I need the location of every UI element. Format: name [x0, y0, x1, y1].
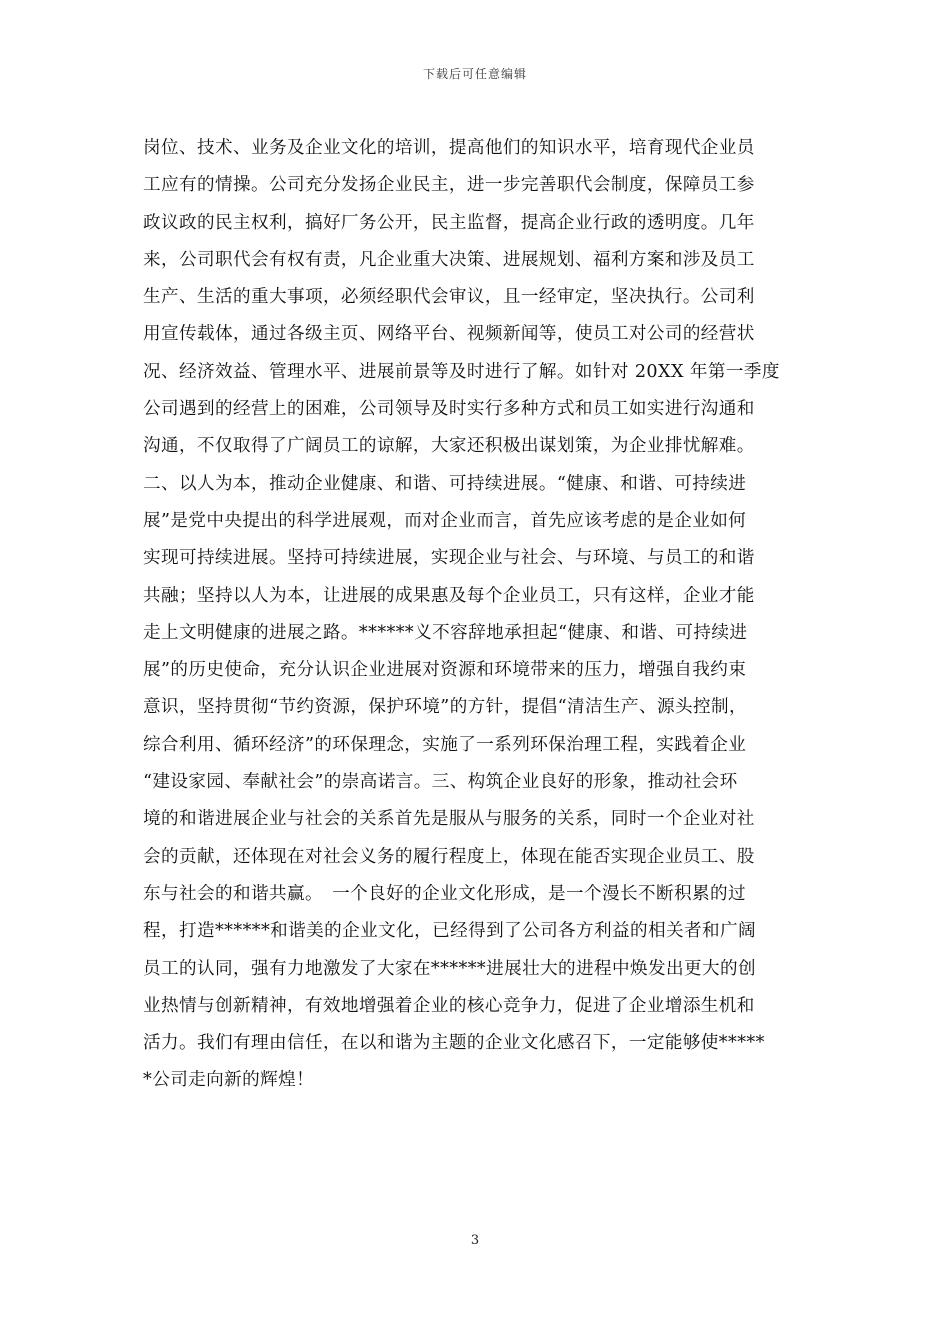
text-line: 业热情与创新精神，有效地增强着企业的核心竞争力，促进了企业增添生机和: [143, 995, 755, 1016]
text-line: “建设家园、奉献社会”的崇高诺言。三、构筑企业良好的形象，推动社会环: [143, 772, 738, 793]
text-line: 展”的历史使命，充分认识企业进展对资源和环境带来的压力，增强自我约束: [143, 660, 747, 681]
text-line: 公司遇到的经营上的困难，公司领导及时实行多种方式和员工如实进行沟通和: [143, 399, 755, 420]
text-line: 展”是党中央提出的科学进展观，而对企业而言，首先应该考虑的是企业如何: [143, 510, 747, 531]
text-line: 活力。我们有理由信任，在以和谐为主题的企业文化感召下，一定能够使*****: [143, 1033, 765, 1054]
text-line: 用宣传载体，通过各级主页、网络平台、视频新闻等，使员工对公司的经营状: [143, 324, 755, 345]
text-line: 员工的认同，强有力地激发了大家在******进展壮大的进程中焕发出更大的创: [143, 958, 756, 979]
text-line: 意识，坚持贯彻“节约资源，保护环境”的方针，提倡“清洁生产、源头控制，: [143, 697, 747, 718]
text-line: 会的贡献，还体现在对社会义务的履行程度上，体现在能否实现企业员工、股: [143, 846, 755, 867]
text-line: 实现可持续进展。坚持可持续进展，实现企业与社会、与环境、与员工的和谐: [143, 548, 755, 569]
text-line: 政议政的民主权利，搞好厂务公开，民主监督，提高企业行政的透明度。几年: [143, 212, 755, 233]
text-line: 工应有的情操。公司充分发扬企业民主，进一步完善职代会制度，保障员工参: [143, 175, 755, 196]
text-line: 程，打造******和谐美的企业文化，已经得到了公司各方利益的相关者和广阔: [143, 921, 756, 942]
page-header: 下载后可任意编辑: [422, 67, 527, 81]
text-line: 来，公司职代会有权有责，凡企业重大决策、进展规划、福利方案和涉及员工: [143, 249, 755, 270]
text-line: 共融；坚持以人为本，让进展的成果惠及每个企业员工，只有这样，企业才能: [143, 585, 755, 606]
text-line: 生产、生活的重大事项，必须经职代会审议，且一经审定，坚决执行。公司利: [143, 287, 755, 308]
text-line: *公司走向新的辉煌！: [143, 1070, 315, 1091]
text-line: 境的和谐进展企业与社会的关系首先是服从与服务的关系，同时一个企业对社: [143, 809, 755, 830]
text-line: 二、以人为本，推动企业健康、和谐、可持续进展。“健康、和谐、可持续进: [143, 473, 747, 494]
text-line: 综合利用、循环经济”的环保理念，实施了一系列环保治理工程，实践着企业: [143, 734, 747, 755]
page-number: 3: [470, 1233, 480, 1248]
text-line: 况、经济效益、管理水平、进展前景等及时进行了解。如针对 20XX 年第一季度: [143, 361, 780, 382]
text-line: 走上文明健康的进展之路。******义不容辞地承担起“健康、和谐、可持续进: [143, 622, 748, 643]
text-line: 东与社会的和谐共赢。 一个良好的企业文化形成，是一个漫长不断积累的过: [143, 883, 746, 904]
text-line: 岗位、技术、业务及企业文化的培训，提高他们的知识水平，培育现代企业员: [143, 138, 755, 158]
body-text: [143, 130, 813, 1100]
text-line: 沟通，不仅取得了广阔员工的谅解，大家还积极出谋划策，为企业排忧解难。: [143, 436, 755, 457]
